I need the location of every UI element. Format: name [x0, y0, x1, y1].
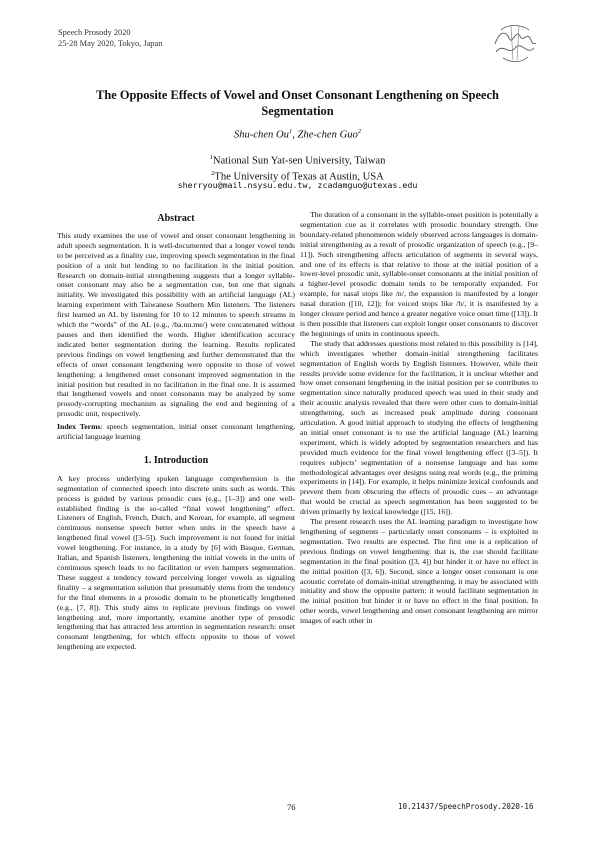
- conference-logo-icon: [493, 22, 537, 64]
- body-paragraph-3: The present research uses the AL learning paradigm to investigate how lengthening of segments – particularly onset consonants – is exploited in segmentation. Two results are expected. The first one is a replication of previous findings on vowel lengthening: that is, the cue should facilitate segmentation in the final position ([3, 4]) but hinder it or have no effect in the initial position ([3, 6]). Second, since a longer onset consonant is one acoustic correlate of domain-initial strengthening, it may be associated with initiality and show the opposite pattern: it would facilitate segmentation in the initial position but hinder it or have no effect in the final position. In other words, vowel lengthening and onset consonant lengthening are mirror images of each other in: [300, 517, 538, 626]
- author-emails: sherryou@mail.nsysu.edu.tw, zcadamguo@utexas.edu: [177, 180, 418, 190]
- abstract-text: This study examines the use of vowel and onset consonant lengthening in adult speech segmentation. It is well-documented that a longer vowel tends to be perceived as a finality cue, improving speech segmentation in the final position of a unit but lending to no facilitation in the initial position. Research on domain-initial strengthening suggests that a longer syllable-onset consonant may also be a segmentation cue, but one that signals initiality. We investigated this possibility with an artificial language (AL) learning experiment with Taiwanese Southern Min listeners. The listeners first learned an AL by listening for 10 to 12 minutes to speech streams in which the “words” of the AL (e.g., /ba.nu.me/) were concatenated without pauses and then identified the words. Higher identification accuracy indicated better segmentation during the learning. Results replicated previous findings on vowel lengthening and further demonstrated that the effects of onset consonant lengthening were opposite to those of vowel lengthening: a lengthened onset consonant improved segmentation in the initial position but resulted in no facilitation in the final one. It is assumed that lengthened vowels and onset consonants may be analyzed by some prosody-corrupting mechanism as signaling the end and beginning of a prosodic unit, respectively.: [57, 230, 295, 419]
- author-separator: ,: [292, 129, 298, 141]
- author-list: [60, 128, 535, 141]
- left-column: [57, 210, 295, 652]
- introduction-paragraph-1: A key process underlying spoken language comprehension is the segmentation of connected speech into discrete units such as words. This process is guided by various prosodic cues (e.g., [1–3]) and one well-established finding is the so-called “final vowel lengthening” effect. Listeners of English, French, Dutch, and Korean, for example, all segment continuous nonsense speech better when units in the speech have a lengthened final vowel ([3–5]). Such improvement is not found for initial vowel lengthening. For instance, in a study by [6] with Basque, German, Italian, and Spanish listeners, lengthening the initial vowels in the units of continuous speech leads to no facilitation or even hampers segmentation. These suggest a tendency toward perceiving longer vowels as signaling finality – a segmentation solution that presumably stems from the tendency for the final elements in a prosodic domain to be phonetically lengthened (e.g., [7, 8]). This study aims to replicate previous findings on vowel lengthening and, more importantly, examine another type of prosodic lengthening that has attracted less attention in segmentation research: onset consonant lengthening, for which effects opposite to those of vowel lengthening are expected.: [57, 473, 295, 652]
- right-column: [300, 210, 538, 626]
- affiliation-1-mark: 1: [209, 154, 213, 161]
- body-paragraph-1: The duration of a consonant in the syllable-onset position is potentially a segmentation cue as it correlates with prosodic boundary strength. One boundary-related phenomenon widely observed across languages is domain-initial strengthening as a result of prosodic organization of speech (e.g., [9–11]). Such strengthening affects articulation of segments in several ways, and one of its effects is that relative to those at the initial position of a lower-level prosodic unit, syllable-onset consonants at the initial position of a higher-level prosodic domain tends to be temporally expanded. For example, for nasal stops like /n/, the expansion is manifested by a longer nasal duration ([10, 12]); for voiced stops like /b/, it is manifested by a longer closure period and hence a greater negative voice onset time ([13]). It is then possible that listeners can exploit longer onset consonants to discover the beginnings of units in continuous speech.: [300, 210, 538, 338]
- affiliation-1: [60, 152, 535, 168]
- index-terms-text: : speech segmentation, initial onset consonant lengthening, artificial language learning: [57, 422, 295, 442]
- introduction-heading: 1. Introduction: [143, 454, 209, 466]
- conference-name: Speech Prosody 2020: [58, 28, 131, 37]
- index-terms-label: Index Terms: [57, 422, 101, 432]
- index-terms: [57, 422, 295, 442]
- conference-dates: 25-28 May 2020, Tokyo, Japan: [58, 38, 163, 48]
- author-1: Shu-chen Ou: [233, 129, 289, 141]
- conference-header: [58, 28, 162, 49]
- affiliation-2-mark: 2: [211, 170, 215, 178]
- author-2: Zhe-chen Guo: [297, 129, 358, 141]
- affiliation-1-text: National Sun Yat-sen University, Taiwan: [212, 155, 386, 167]
- author-2-affiliation-mark: 2: [357, 128, 362, 135]
- page-number: 76: [287, 802, 296, 812]
- doi-label: 10.21437/SpeechProsody.2020-16: [398, 802, 534, 811]
- affiliation-2-text: The University of Texas at Austin, USA: [214, 171, 384, 183]
- abstract-heading: Abstract: [157, 213, 195, 224]
- paper-title: The Opposite Effects of Vowel and Onset Consonant Lengthening on Speech Segmentation: [96, 88, 499, 118]
- author-1-affiliation-mark: 1: [288, 128, 293, 135]
- body-paragraph-2: The study that addresses questions most related to this possibility is [14], which investigates whether domain-initial strengthening facilitates segmentation of English words by English listeners. However, while their results provide some evidence for the facilitation, it is unclear whether and how onset consonant lengthening in the initial position per se contributes to segmentation since naturally produced speech was used in their study and their acoustic analysis revealed that there were other cues to domain-initial strengthening, such as increased peak amplitude during consonant articulation. A good initial approach to studying the effects of lengthening an initial onset consonant is to use the artificial language (AL) learning experiment, which is widely adopted by segmentation researchers and has provided much evidence for the final vowel lengthening effect ([3–5]). It requires subjects’ segmentation of a nonsense language and has some methodological advantages over designs using real words (e.g., the priming experiments in [14]). For example, it helps minimize lexical confounds and prevent them from obscuring the effects of prosodic cues – an advantage that would be crucial as speech segmentation has been suggested to be driven primarily by lexical knowledge ([15, 16]).: [300, 338, 538, 517]
